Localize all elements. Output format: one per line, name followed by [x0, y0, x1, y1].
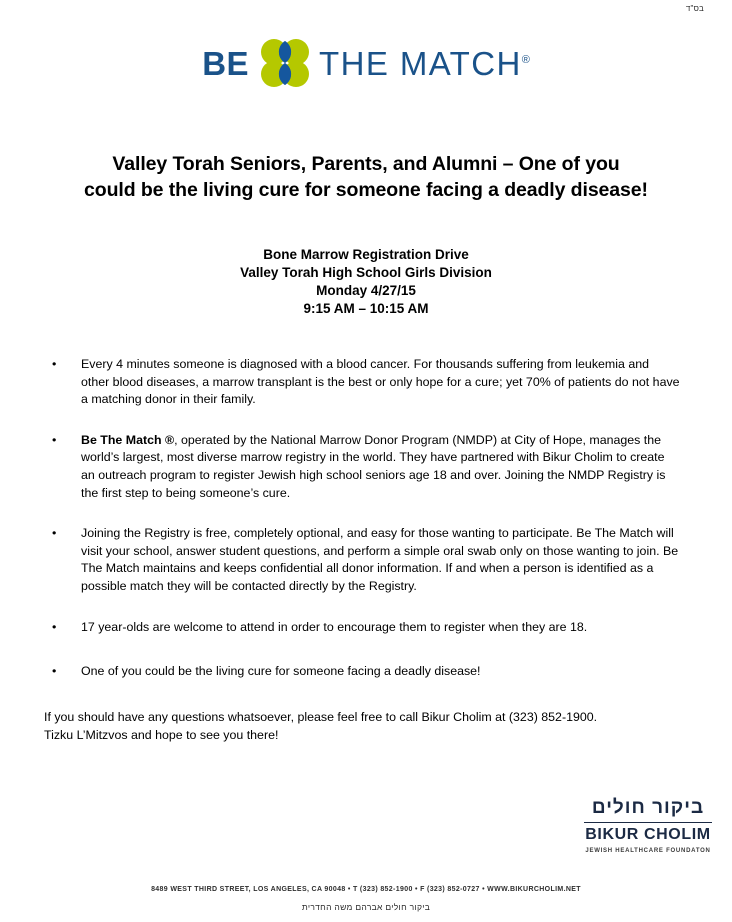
- closing-line-1: If you should have any questions whatsoever, please feel free to call Bikur Cholim at (323) 852-1900.: [44, 710, 598, 724]
- closing-line-2: Tizku L’Mitzvos and hope to see you there!: [44, 727, 279, 742]
- bullet-marker-icon: •: [52, 526, 57, 541]
- headline-line-2: could be the living cure for someone facing a deadly disease!: [84, 178, 648, 201]
- closing-paragraph: [44, 709, 684, 744]
- bullet-marker-icon: •: [52, 357, 57, 371]
- registered-trademark-icon: ®: [521, 53, 530, 66]
- list-item-text: , operated by the National Marrow Donor Program (NMDP) at City of Hope, manages the world’s largest, most diverse marrow registry in the world. They have partnered with Bikur Cholim to create an outreach program to register Jewish high school seniors age 18 and over. Joining the NMDP Registry is the first step to being someone’s cure.: [81, 432, 666, 500]
- be-the-match-logo: [0, 38, 732, 88]
- bikur-cholim-logo: [578, 798, 718, 854]
- bikur-cholim-tagline: JEWISH HEALTHCARE FOUNDATON: [585, 847, 711, 854]
- logo-be-text: BE: [202, 44, 250, 82]
- be-the-match-flower-icon: [260, 38, 310, 88]
- bikur-cholim-english-text: BIKUR CHOLIM: [585, 826, 711, 844]
- list-item: [50, 619, 680, 637]
- list-item-text: One of you could be the living cure for someone facing a deadly disease!: [81, 664, 481, 679]
- logo-the-match-label: THE MATCH: [319, 44, 522, 82]
- event-time: 9:15 AM – 10:15 AM: [303, 300, 429, 316]
- event-title: Bone Marrow Registration Drive: [263, 247, 469, 262]
- page-headline: [46, 152, 686, 203]
- headline-line-1: Valley Torah Seniors, Parents, and Alumni – One of you: [112, 153, 620, 175]
- bullet-marker-icon: •: [52, 432, 57, 447]
- footer-address: 8489 WEST THIRD STREET, LOS ANGELES, CA 90048 • T (323) 852-1900 • F (323) 852-0727 • WWW.BIKURCHOLIM.NET: [151, 886, 581, 893]
- list-item-text: Every 4 minutes someone is diagnosed with a blood cancer. For thousands suffering from leukemia and other blood diseases, a marrow transplant is the best or only hope for a cure; yet 70% of patients do not have a matching donor in their family.: [81, 357, 680, 407]
- list-item: [50, 525, 680, 595]
- event-date: Monday 4/27/15: [316, 282, 416, 298]
- list-item: [50, 356, 680, 409]
- bikur-cholim-hebrew-text: ביקור חולים: [591, 797, 705, 818]
- list-item-text: 17 year-olds are welcome to attend in order to encourage them to register when they are 18.: [81, 619, 588, 634]
- information-bullet-list: [50, 356, 680, 704]
- event-location: Valley Torah High School Girls Division: [240, 264, 492, 280]
- footer-hebrew-text: ביקור חולים אברהם משה החדרית: [301, 902, 431, 912]
- bullet-marker-icon: •: [52, 619, 57, 634]
- list-item-bold-lead: Be The Match ®: [81, 432, 175, 447]
- list-item: [50, 432, 680, 502]
- list-item: [50, 663, 680, 681]
- bullet-marker-icon: •: [52, 664, 57, 679]
- bikur-cholim-divider: [584, 822, 712, 824]
- event-details: [46, 246, 686, 318]
- hebrew-bsd-mark: בס"ד: [685, 4, 704, 13]
- logo-the-match-text: [319, 44, 530, 82]
- list-item-text: Joining the Registry is free, completely optional, and easy for those wanting to participate. Be The Match will visit your school, answer student questions, and perform a simple oral swab only on those wanting to join. Be The Match maintains and keeps confidential all donor information. If and when a person is identified as a possible match they will be contacted directly by the Registry.: [81, 526, 679, 594]
